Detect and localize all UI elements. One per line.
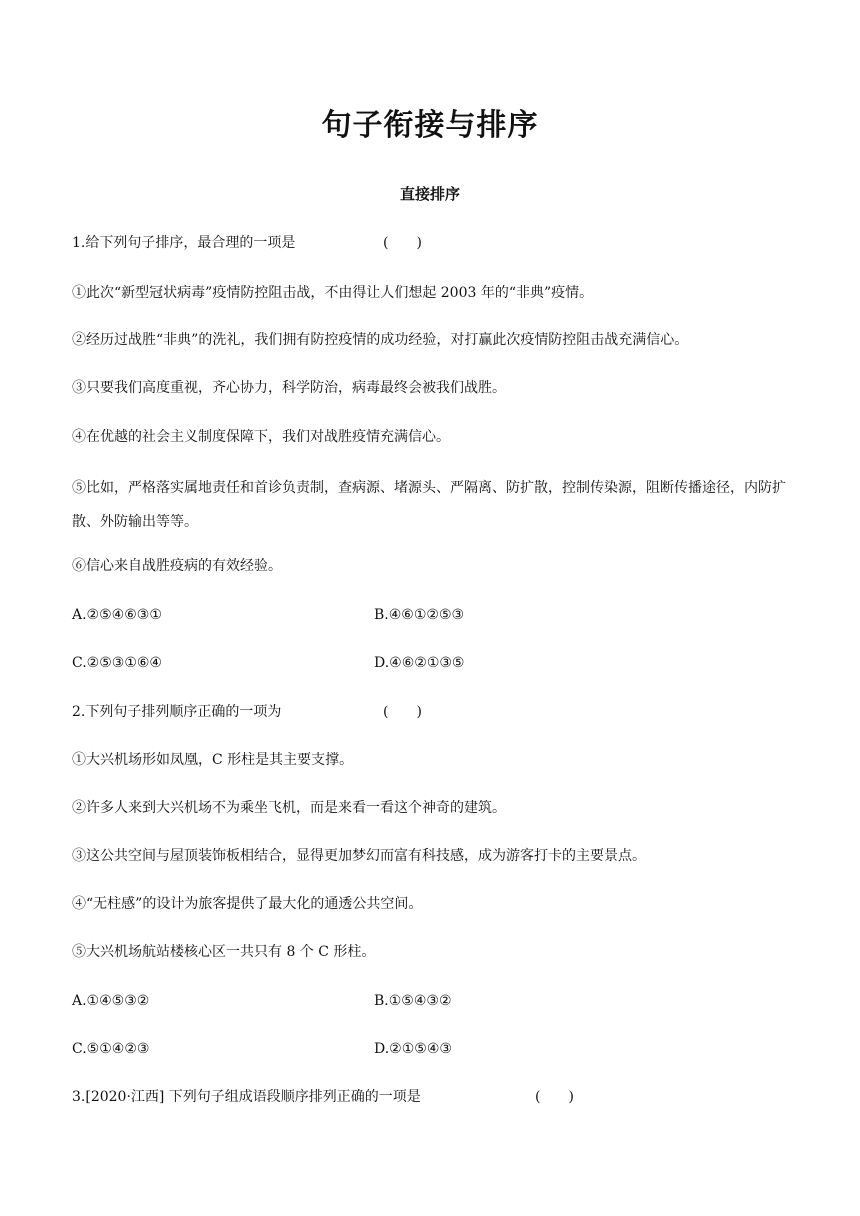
q1-option-a: A.②⑤④⑥③① [72,607,162,623]
question-1-stem: 1.给下列句子排序，最合理的一项是 [72,235,296,251]
q1-option-c: C.②⑤③①⑥④ [72,655,162,671]
q2-sentence-2: ②许多人来到大兴机场不为乘坐飞机，而是来看一看这个神奇的建筑。 [72,800,506,816]
q2-option-a: A.①④⑤③② [72,993,150,1009]
question-3-stem: 3.[2020·江西] 下列句子组成语段顺序排列正确的一项是 [72,1089,421,1105]
q1-option-b: B.④⑥①②⑤③ [374,607,465,623]
q1-sentence-3: ③只要我们高度重视，齐心协力，科学防治，病毒最终会被我们战胜。 [72,380,506,396]
question-3-answer-blank: ( ) [535,1089,574,1105]
q1-sentence-2: ②经历过战胜“非典”的洗礼，我们拥有防控疫情的成功经验，对打赢此次疫情防控阻击战充满信心。 [72,332,689,348]
question-2-stem: 2.下列句子排列顺序正确的一项为 [72,704,282,720]
question-1-answer-blank: ( ) [383,235,422,251]
q2-sentence-3: ③这公共空间与屋顶装饰板相结合，显得更加梦幻而富有科技感，成为游客打卡的主要景点。 [72,848,646,864]
q1-option-d: D.④⑥②①③⑤ [374,655,465,671]
q2-sentence-5: ⑤大兴机场航站楼核心区一共只有 8 个 C 形柱。 [72,944,376,960]
q1-sentence-4: ④在优越的社会主义制度保障下，我们对战胜疫情充满信心。 [72,429,450,445]
page-title: 句子衔接与排序 [321,108,539,143]
q2-option-d: D.②①⑤④③ [374,1041,452,1057]
q2-option-c: C.⑤①④②③ [72,1041,150,1057]
q1-sentence-1: ①此次“新型冠状病毒”疫情防控阻击战，不由得让人们想起 2003 年的“非典”疫情。 [72,285,594,301]
q2-sentence-1: ①大兴机场形如凤凰，C 形柱是其主要支撑。 [72,752,354,768]
q1-sentence-6: ⑥信心来自战胜疫病的有效经验。 [72,558,282,574]
section-heading: 直接排序 [399,185,460,203]
q2-option-b: B.①⑤④③② [374,993,452,1009]
q1-sentence-5: ⑤比如，严格落实属地责任和首诊负责制，查病源、堵源头、严隔离、防扩散，控制传染源，阻断传播途径，内防扩散、外防输出等等。 [72,480,786,530]
question-2-answer-blank: ( ) [383,704,422,720]
q2-sentence-4: ④“无柱感”的设计为旅客提供了最大化的通透公共空间。 [72,896,423,912]
